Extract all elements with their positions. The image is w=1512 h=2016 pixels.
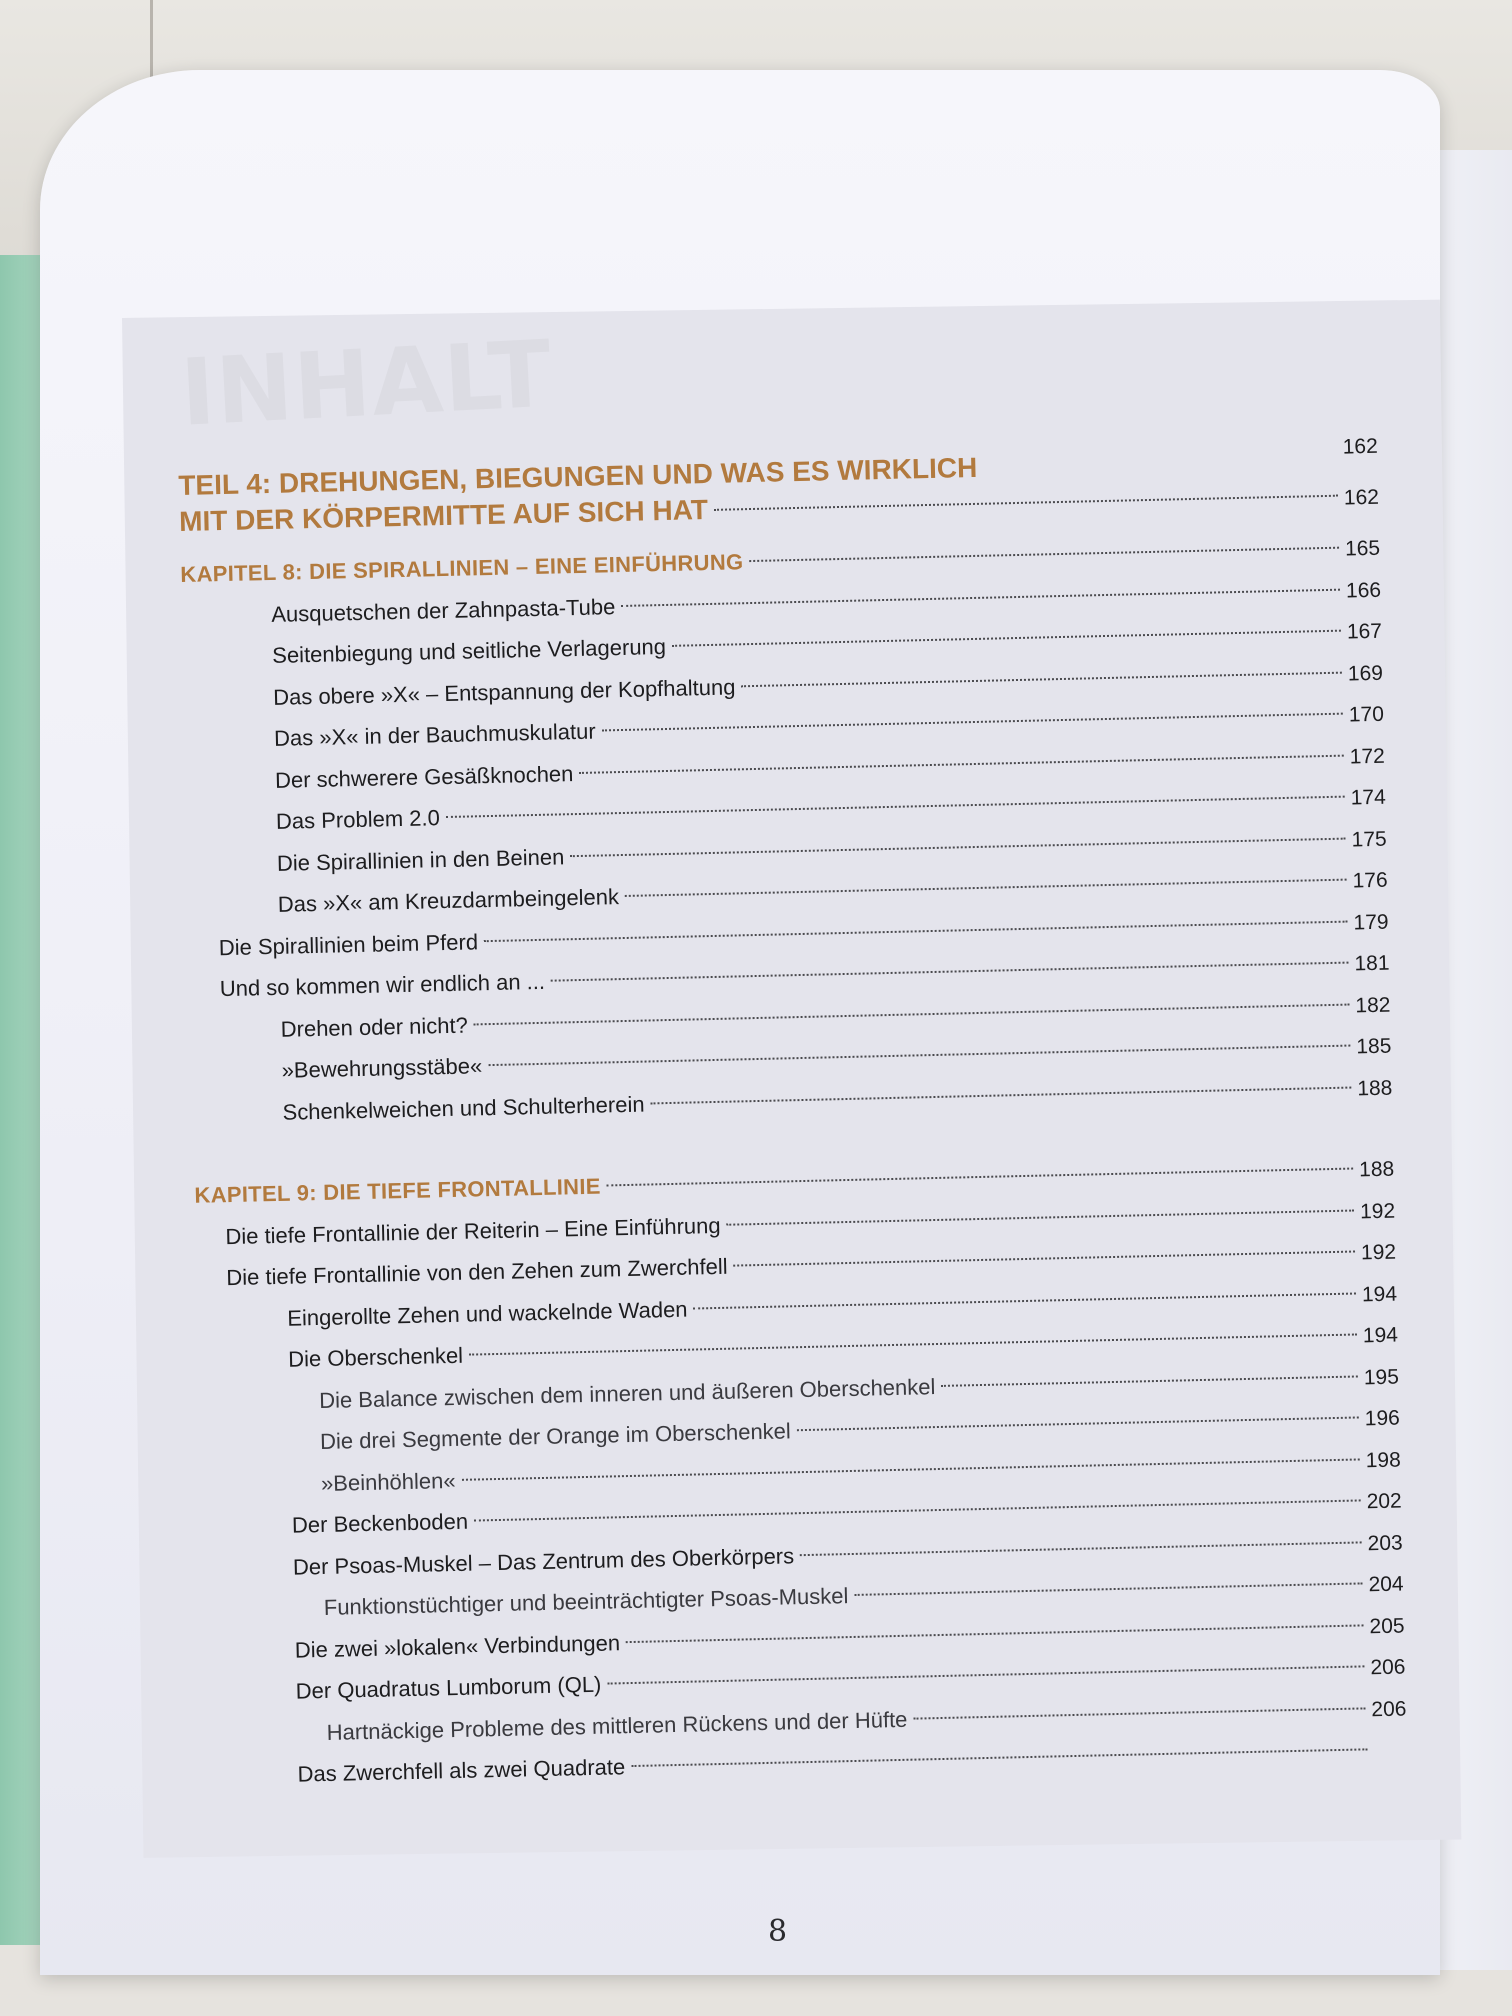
entry-page-number: 198 (1365, 1448, 1402, 1472)
entry-title: Und so kommen wir endlich an ... (219, 968, 546, 1002)
leader-dots (941, 1375, 1358, 1386)
toc-entries (180, 527, 1408, 1797)
entry-title: »Beinhöhlen« (320, 1467, 456, 1496)
leader-dots (626, 1624, 1363, 1643)
entry-title: Der Psoas-Muskel – Das Zentrum des Oberkörpers (292, 1542, 795, 1580)
entry-page-number: 192 (1359, 1199, 1396, 1223)
entry-page-number: 188 (1358, 1157, 1395, 1182)
entry-page-number: 167 (1346, 619, 1383, 644)
entry-page-number (1374, 1756, 1408, 1757)
chapter-title: KAPITEL 9: DIE TIEFE FRONTALLINIE (194, 1173, 601, 1208)
leader-dots (625, 879, 1347, 897)
leader-dots (734, 1250, 1355, 1266)
entry-page-number: 181 (1354, 951, 1390, 976)
entry-title: Die Oberschenkel (287, 1342, 464, 1372)
entry-page-number: 175 (1351, 827, 1387, 851)
leader-dots (462, 1458, 1360, 1480)
leader-dots (741, 671, 1342, 687)
entry-title: Die Balance zwischen dem inneren und äußeren Oberschenkel (318, 1373, 936, 1413)
entry-page-number: 179 (1353, 910, 1389, 934)
leader-dots (800, 1541, 1362, 1556)
entry-title: Das »X« in der Bauchmuskulatur (273, 718, 596, 751)
entry-title: Der Quadratus Lumborum (QL) (295, 1671, 602, 1704)
leader-dots (621, 588, 1340, 606)
entry-title: Das Zwerchfell als zwei Quadrate (297, 1754, 626, 1787)
leader-dots (797, 1416, 1359, 1431)
entry-page-number: 204 (1368, 1572, 1404, 1597)
entry-title: Die zwei »lokalen« Verbindungen (294, 1629, 621, 1663)
leader-dots (474, 1003, 1350, 1025)
entry-page-number: 194 (1361, 1282, 1398, 1306)
entry-page-number: 194 (1362, 1323, 1399, 1348)
entry-page-number: 188 (1357, 1076, 1393, 1100)
entry-page-number: 203 (1367, 1530, 1403, 1555)
leader-dots (913, 1707, 1365, 1719)
entry-page-number: 176 (1352, 868, 1388, 893)
entry-page-number: 196 (1364, 1406, 1401, 1431)
entry-page-number: 170 (1348, 702, 1385, 727)
table-of-contents (178, 434, 1408, 1797)
entry-page-number: 205 (1369, 1613, 1405, 1638)
entry-title: Der schwerere Gesäßknochen (274, 760, 574, 793)
entry-page-number: 185 (1356, 1034, 1392, 1059)
entry-title: Die tiefe Frontallinie der Reiterin – Eine Einführung (225, 1212, 721, 1249)
entry-page-number: 202 (1366, 1489, 1402, 1514)
entry-page-number: 206 (1371, 1696, 1407, 1721)
entry-page-number: 174 (1350, 785, 1386, 810)
leader-dots (650, 1086, 1351, 1104)
leader-dots (607, 1665, 1364, 1684)
entry-page-number: 192 (1360, 1240, 1397, 1265)
leader-dots (631, 1748, 1367, 1767)
part-title-line2: MIT DER KÖRPERMITTE AUF SICH HAT (178, 493, 709, 537)
entry-title: Die drei Segmente der Orange im Oberschenkel (319, 1418, 792, 1455)
leader-dots (474, 1499, 1361, 1521)
entry-title: Drehen oder nicht? (280, 1012, 469, 1042)
entry-title: Der Beckenboden (291, 1508, 469, 1538)
leader-dots (570, 837, 1345, 857)
entry-page-number: 195 (1363, 1365, 1400, 1389)
leader-dots (488, 1045, 1350, 1067)
entry-title: Funktionstüchtiger und beeinträchtigter Psoas-Muskel (323, 1583, 849, 1620)
watermark-heading: INHALT (178, 320, 555, 447)
entry-page-number: 169 (1347, 661, 1384, 686)
leader-dots (579, 754, 1343, 773)
entry-title: Das Problem 2.0 (275, 805, 441, 834)
entry-title: Ausquetschen der Zahnpasta-Tube (271, 593, 616, 627)
part-page-number: 162 (1343, 485, 1380, 510)
leader-dots (469, 1333, 1357, 1355)
entry-title: Eingerollte Zehen und wackelnde Waden (286, 1296, 688, 1331)
leader-dots (484, 920, 1348, 942)
part-title-line1: TEIL 4: DREHUNGEN, BIEGUNGEN UND WAS ES WIRKLICH (178, 451, 978, 501)
entry-title: »Bewehrungsstäbe« (281, 1053, 483, 1083)
leader-dots (551, 962, 1349, 982)
leader-dots (714, 495, 1338, 511)
entry-page-number: 165 (1344, 536, 1381, 561)
leader-dots (693, 1292, 1355, 1309)
entry-title: Schenkelweichen und Schulterherein (282, 1091, 645, 1125)
entry-title: Das »X« am Kreuzdarmbeingelenk (277, 884, 620, 917)
leader-dots (749, 547, 1339, 562)
leader-dots (607, 1168, 1353, 1187)
leader-dots (672, 630, 1341, 647)
entry-title: Hartnäckige Probleme des mittleren Rückens und der Hüfte (326, 1706, 908, 1745)
entry-title: Seitenbiegung und seitliche Verlagerung (271, 633, 667, 668)
entry-title: Das obere »X« – Entspannung der Kopfhaltung (272, 673, 736, 710)
leader-dots (727, 1209, 1355, 1225)
leader-dots (854, 1582, 1362, 1596)
page-number: 8 (768, 1914, 788, 1949)
entry-page-number: 206 (1370, 1655, 1406, 1680)
entry-page-number: 172 (1349, 744, 1386, 768)
part-page-number-top: 162 (1342, 434, 1379, 459)
chapter-title: KAPITEL 8: DIE SPIRALLINIEN – EINE EINFÜHRUNG (180, 549, 744, 587)
entry-page-number: 166 (1345, 578, 1382, 603)
entry-title: Die Spirallinien beim Pferd (218, 928, 479, 960)
entry-title: Die tiefe Frontallinie von den Zehen zum Zwerchfell (226, 1253, 728, 1291)
entry-page-number: 182 (1355, 993, 1391, 1017)
leader-dots (446, 796, 1345, 818)
leader-dots (602, 713, 1343, 732)
entry-title: Die Spirallinien in den Beinen (276, 843, 565, 876)
